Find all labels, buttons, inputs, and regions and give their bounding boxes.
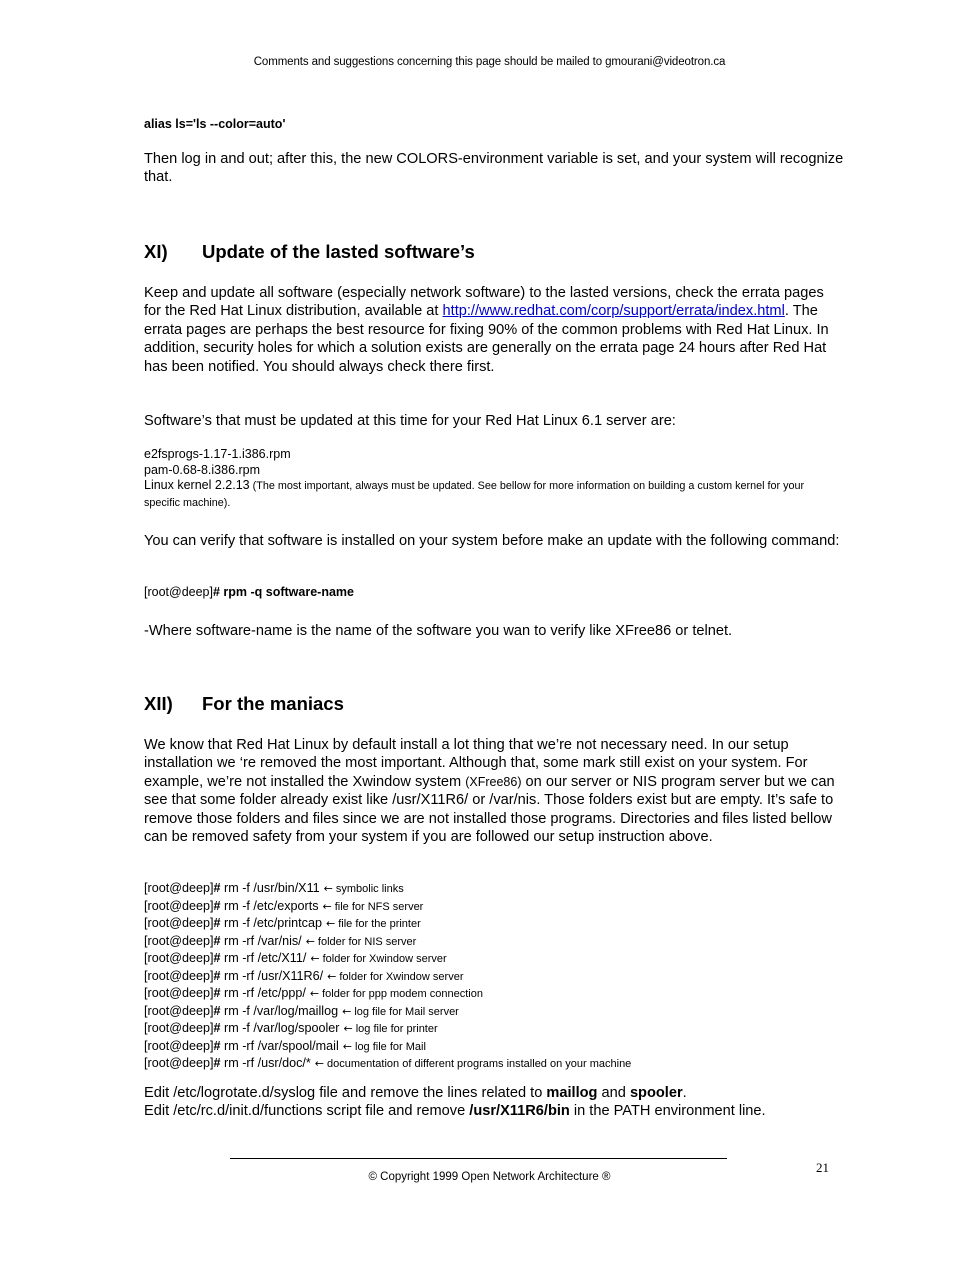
paragraph-text: . The errata pages are perhaps the best resource for fixing 90% of the common problems with Red Hat Linux. In addition, security holes for which a solution exists are generally on the errata page 24 hours after Red Hat has been notified. You should always check there first. [144,303,829,375]
left-arrow-icon: ← [314,1057,324,1070]
instruction-text: and [597,1085,630,1101]
command-prompt: [root@deep] [144,1003,214,1018]
command-prompt: [root@deep] [144,933,214,948]
footer-divider [230,1158,727,1159]
command-line [144,898,631,916]
section-11-paragraph-1 [144,284,844,376]
command-prompt: [root@deep] [144,1056,214,1070]
instruction-text: Edit /etc/logrotate.d/syslog file and remove the lines related to [144,1085,547,1101]
section-12-title: For the maniacs [202,693,344,714]
left-arrow-icon: ← [343,1022,353,1035]
command-line [144,880,631,898]
command-text: rm -rf /usr/X11R6/ [220,968,324,983]
command-prompt: [root@deep] [144,968,214,983]
command-note: log file for printer [355,1023,438,1035]
instruction-bold: spooler [629,1085,683,1101]
command-hash: # [213,898,221,913]
package-name: Linux kernel 2.2.13 [144,478,250,493]
command-prompt: [root@deep] [144,1021,214,1035]
command-note: folder for Xwindow server [322,953,447,965]
left-arrow-icon: ← [323,882,333,895]
command-hash: # [213,951,221,965]
command-hash: # [213,1021,221,1035]
command-note: log file for Mail [355,1040,426,1053]
page-number: 21 [816,1160,829,1175]
command-line [144,915,631,933]
section-12-paragraph-1 [144,736,844,846]
command-hash: # [213,881,221,895]
command-line [144,950,631,968]
package-list [144,447,834,511]
command-text: # rpm -q software-name [212,585,354,599]
command-text: rm -f /usr/bin/X11 [220,881,320,895]
section-11-paragraph-4: -Where software-name is the name of the software you wan to verify like XFree86 or telnet. [144,623,733,639]
section-11-heading [144,241,475,263]
instruction-text: in the PATH environment line. [569,1103,766,1119]
errata-link[interactable]: http://www.redhat.com/corp/support/errata/index.html [442,303,785,320]
command-line [144,1055,631,1073]
command-hash: # [213,933,221,948]
left-arrow-icon: ← [322,899,332,913]
command-note: file for NFS server [334,900,424,913]
left-arrow-icon: ← [342,1039,352,1053]
command-text: rm -f /var/log/maillog [220,1003,339,1018]
command-note: folder for ppp modem connection [322,988,483,1000]
command-prompt: [root@deep] [144,881,214,895]
intro-paragraph: Then log in and out; after this, the new COLORS-environment variable is set, and your system will recognize that. [144,151,844,186]
left-arrow-icon: ← [326,917,336,930]
instruction-text: . [682,1085,687,1101]
package-item: pam-0.68-8.i386.rpm [144,462,261,477]
command-note: log file for Mail server [354,1005,459,1018]
section-11-paragraph-3: You can verify that software is installed on your system before make an update with the following command: [144,533,840,549]
left-arrow-icon: ← [342,1004,352,1018]
command-hash: # [213,968,221,983]
instruction-text: Edit /etc/rc.d/init.d/functions script file and remove [144,1103,470,1119]
command-line [144,968,631,986]
command-note: documentation of different programs installed on your machine [327,1058,632,1070]
command-text: rm -rf /etc/X11/ [220,951,307,965]
section-11-number: XI) [144,241,168,262]
package-item-kernel [144,478,834,511]
left-arrow-icon: ← [327,969,337,983]
section-12-number: XII) [144,693,173,714]
command-line [144,1038,631,1056]
section-11-title: Update of the lasted software’s [202,241,475,262]
command-note: symbolic links [335,883,404,895]
section-12-heading [144,693,344,715]
command-hash: # [213,916,221,930]
command-line [144,1003,631,1021]
paragraph-text: on our server or NIS program server but we can see that some folder already exist like /usr/X11R6/ or /var/nis. Those folders exist but are empty. It’s safe to remove those folders and files since we are not installed those programs. Directories and files listed bellow can be removed safety from your system if you are followed our setup instruction above. [144,773,835,846]
copyright-notice: © Copyright 1999 Open Network Architecture ® [368,1171,611,1183]
package-item: e2fsprogs-1.17-1.i386.rpm [144,447,291,461]
command-text: rm -rf /etc/ppp/ [220,986,306,1000]
left-arrow-icon: ← [310,952,320,965]
alias-command: alias ls='ls --color=auto' [144,117,286,131]
paragraph-text: Keep and update all software (especially network software) to the lasted versions, check the errata pages for the Red Hat Linux distribution, available at [144,285,824,320]
command-line [144,985,631,1003]
command-line [144,933,631,951]
command-hash: # [213,1056,221,1070]
command-text: rm -f /etc/printcap [220,916,322,930]
instruction-bold: maillog [546,1085,598,1101]
command-hash: # [213,1038,221,1053]
command-line [144,1020,631,1038]
command-prompt: [root@deep] [144,916,214,930]
command-prompt: [root@deep] [144,1038,214,1053]
command-text: rm -rf /var/spool/mail [220,1038,339,1053]
command-hash: # [213,1003,221,1018]
edit-instruction-1 [144,1084,864,1102]
command-note: file for the printer [338,918,421,930]
command-prompt: [root@deep] [144,986,214,1000]
command-prompt: [root@deep] [144,898,214,913]
left-arrow-icon: ← [309,987,320,1000]
rpm-command [144,585,354,599]
command-text: rm -f /etc/exports [220,898,319,913]
section-11-paragraph-2: Software’s that must be updated at this time for your Red Hat Linux 6.1 server are: [144,413,676,429]
command-note: folder for NIS server [317,935,417,948]
command-prompt: [root@deep] [144,951,214,965]
command-text: rm -rf /usr/doc/* [220,1056,311,1070]
left-arrow-icon: ← [305,934,315,948]
command-text: rm -rf /var/nis/ [220,933,302,948]
header-note: Comments and suggestions concerning this page should be mailed to gmourani@videotron.ca [253,56,726,68]
command-hash: # [213,986,221,1000]
package-note: (The most important, always must be updated. See bellow for more information on building a custom kernel for your specific machine). [144,480,805,509]
edit-instruction-2 [144,1102,864,1120]
command-text: rm -f /var/log/spooler [220,1021,340,1035]
paragraph-text: We know that Red Hat Linux by default install a lot thing that we’re not necessary need. In our setup installation we ‘re removed the most important. Although that, some mark still exist on your system. For example, we’re not installed the Xwindow system [144,737,808,790]
command-note: folder for Xwindow server [339,970,464,983]
paragraph-small-text: (XFree86) [465,774,522,789]
removal-command-list [144,880,631,1073]
command-prompt: [root@deep] [144,585,213,599]
instruction-bold: /usr/X11R6/bin [469,1103,570,1119]
